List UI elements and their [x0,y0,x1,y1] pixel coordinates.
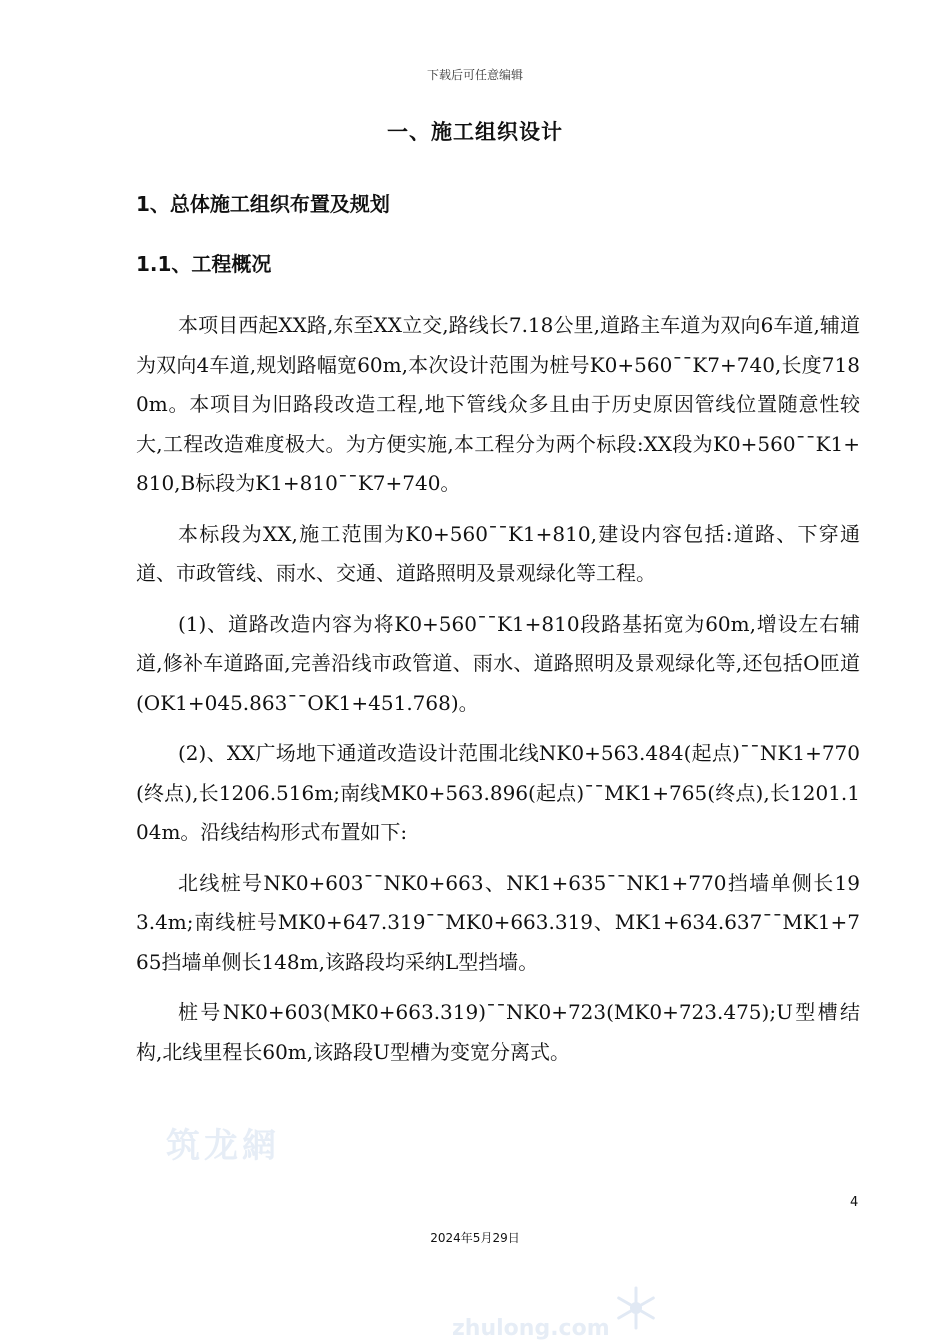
header-note: 下载后可任意编辑 [426,68,523,82]
subsection-heading: 1.1、工程概况 [136,252,272,276]
page-number: 4 [850,1195,859,1210]
section-heading: 1、总体施工组织布置及规划 [136,192,390,216]
body-text [136,306,860,1083]
footer-date: 2024年5月29日 [430,1231,520,1245]
paragraph-scope: 本标段为XX,施工范围为K0+560¯¯K1+810,建设内容包括:道路、下穿通道、市政管线、雨水、交通、道路照明及景观绿化等工程。 [136,521,860,585]
watermark-bottom: zhulong.com [452,1316,610,1341]
snowflake-icon [612,1284,660,1332]
paragraph-underpass: (2)、XX广场地下通道改造设计范围北线NK0+563.484(起点)¯¯NK1+770(终点),长1206.516m;南线MK0+563.896(起点)¯¯MK1+765(终点),长1201.104m。沿线结构形式布置如下: [136,741,860,844]
document-title: 一、施工组织设计 [387,120,563,144]
paragraph-road: (1)、道路改造内容为将K0+560¯¯K1+810段路基拓宽为60m,增设左右辅道,修补车道路面,完善沿线市政管道、雨水、道路照明及景观绿化等,还包括O匝道(OK1+045.863¯¯OK1+451.768)。 [136,611,860,715]
watermark-mid: 筑龙網 [166,1126,280,1166]
paragraph-retaining-wall: 北线桩号NK0+603¯¯NK0+663、NK1+635¯¯NK1+770挡墙单侧长193.4m;南线桩号MK0+647.319¯¯MK0+663.319、MK1+634.637¯¯MK1+765挡墙单侧长148m,该路段均采纳L型挡墙。 [136,870,860,974]
paragraph-overview: 本项目西起XX路,东至XX立交,路线长7.18公里,道路主车道为双向6车道,辅道为双向4车道,规划路幅宽60m,本次设计范围为桩号K0+560¯¯K7+740,长度7180m。本项目为旧路段改造工程,地下管线众多且由于历史原因管线位置随意性较大,工程改造难度极大。为方便实施,本工程分为两个标段:XX段为K0+560¯¯K1+810,B标段为K1+810¯¯K7+740。 [136,313,860,495]
paragraph-u-trough: 桩号NK0+603(MK0+663.319)¯¯NK0+723(MK0+723.475);U型槽结构,北线里程长60m,该路段U型槽为变宽分离式。 [136,1000,860,1064]
